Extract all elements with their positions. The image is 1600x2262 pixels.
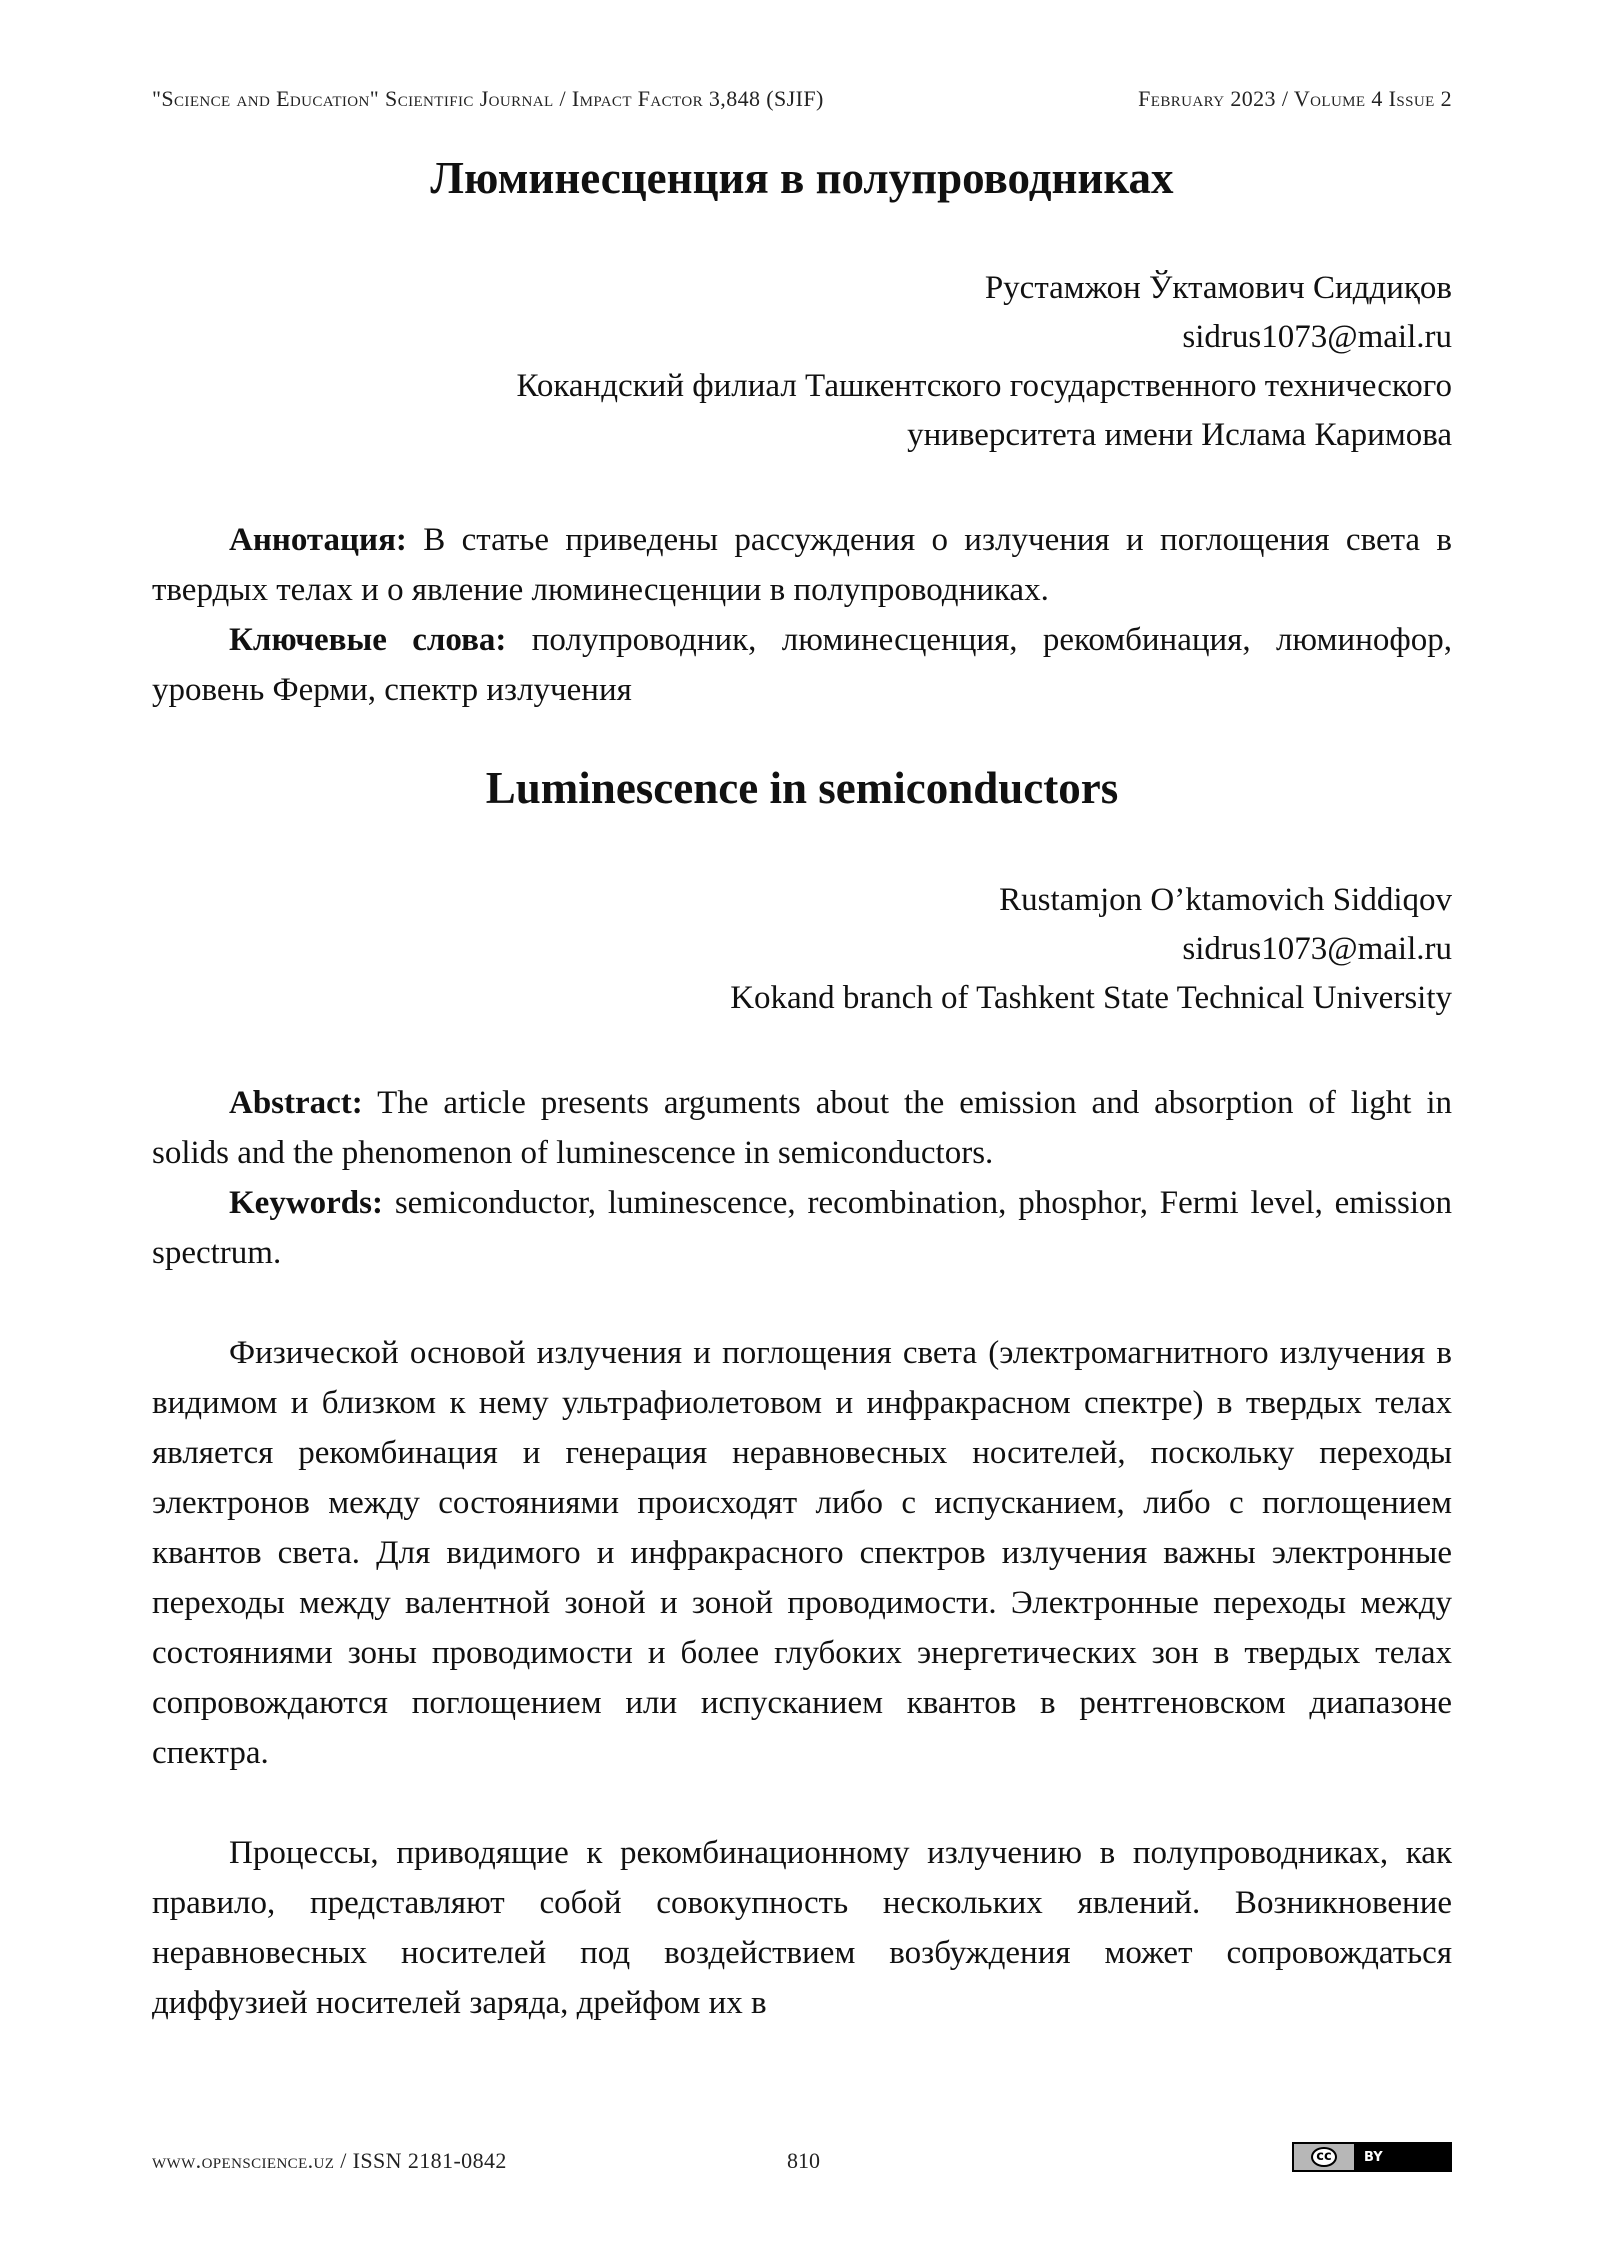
by-label: BY xyxy=(1364,2149,1383,2165)
author-email-ru: sidrus1073@mail.ru xyxy=(1182,319,1452,355)
footer-website-issn: www.openscience.uz / ISSN 2181-0842 xyxy=(152,2148,507,2173)
author-affiliation-ru-line2: университета имени Ислама Каримова xyxy=(907,417,1452,453)
author-block-en xyxy=(730,876,1452,1023)
author-name-ru: Рустамжон Ўктамович Сиддиқов xyxy=(984,270,1452,306)
cc-icon xyxy=(1294,2144,1354,2170)
cc-icon-label: cc xyxy=(1311,2147,1336,2167)
page-number: 810 xyxy=(787,2148,820,2173)
keywords-label-en: Keywords: xyxy=(229,1185,383,1221)
keywords-ru xyxy=(152,615,1452,715)
author-affiliation-en: Kokand branch of Tashkent State Technical University xyxy=(730,980,1452,1016)
abstract-en xyxy=(152,1078,1452,1178)
annotation-ru xyxy=(152,515,1452,615)
article-title-ru: Люминесценция в полупроводниках xyxy=(430,153,1174,203)
annotation-label-ru: Аннотация: xyxy=(229,522,407,558)
author-affiliation-ru-line1: Кокандский филиал Ташкентского государственного технического xyxy=(516,368,1452,404)
page-footer xyxy=(152,2148,1452,2178)
cc-by-license-badge xyxy=(1292,2142,1452,2172)
abstract-label-en: Abstract: xyxy=(229,1085,363,1121)
keywords-text-ru: полупроводник, люминесценция, рекомбинация, люминофор, уровень Ферми, спектр излучения xyxy=(152,622,1452,708)
body-paragraph-1: Физической основой излучения и поглощения света (электромагнитного излучения в видимом и близком к нему ультрафиолетовом и инфракрасном спектре) в твердых телах является рекомбинация и генерация неравновесных носителей, поскольку переходы электронов между состояниями происходят либо с испусканием, либо с поглощением квантов света. Для видимого и инфракрасного спектров излучения важны электронные переходы между валентной зоной и зоной проводимости. Электронные переходы между состояниями зоны проводимости и более глубоких энергетических зон в твердых телах сопровождаются поглощением или испусканием квантов в рентгеновском диапазоне спектра. xyxy=(152,1335,1452,1771)
keywords-label-ru: Ключевые слова: xyxy=(229,622,507,658)
journal-name: "Science and Education" Scientific Journal / Impact Factor 3,848 (SJIF) xyxy=(152,86,824,111)
author-name-en: Rustamjon O’ktamovich Siddiqov xyxy=(999,882,1452,918)
annotation-text-ru: В статье приведены рассуждения о излучения и поглощения света в твердых телах и о явление люминесценции в полупроводниках. xyxy=(152,522,1452,608)
keywords-en xyxy=(152,1178,1452,1278)
issue-info: February 2023 / Volume 4 Issue 2 xyxy=(1138,86,1452,111)
body-paragraph-2: Процессы, приводящие к рекомбинационному излучению в полупроводниках, как правило, представляют собой совокупность нескольких явлений. Возникновение неравновесных носителей под воздействием возбуждения может сопровождаться диффузией носителей заряда, дрейфом их в xyxy=(152,1835,1452,2021)
author-email-en: sidrus1073@mail.ru xyxy=(1182,931,1452,967)
author-block-ru xyxy=(516,264,1452,460)
keywords-text-en: semiconductor, luminescence, recombination, phosphor, Fermi level, emission spectrum. xyxy=(152,1185,1452,1271)
article-title-en: Luminescence in semiconductors xyxy=(485,763,1119,813)
running-header xyxy=(152,86,1452,112)
abstract-text-en: The article presents arguments about the emission and absorption of light in solids and the phenomenon of luminescence in semiconductors. xyxy=(152,1085,1452,1171)
